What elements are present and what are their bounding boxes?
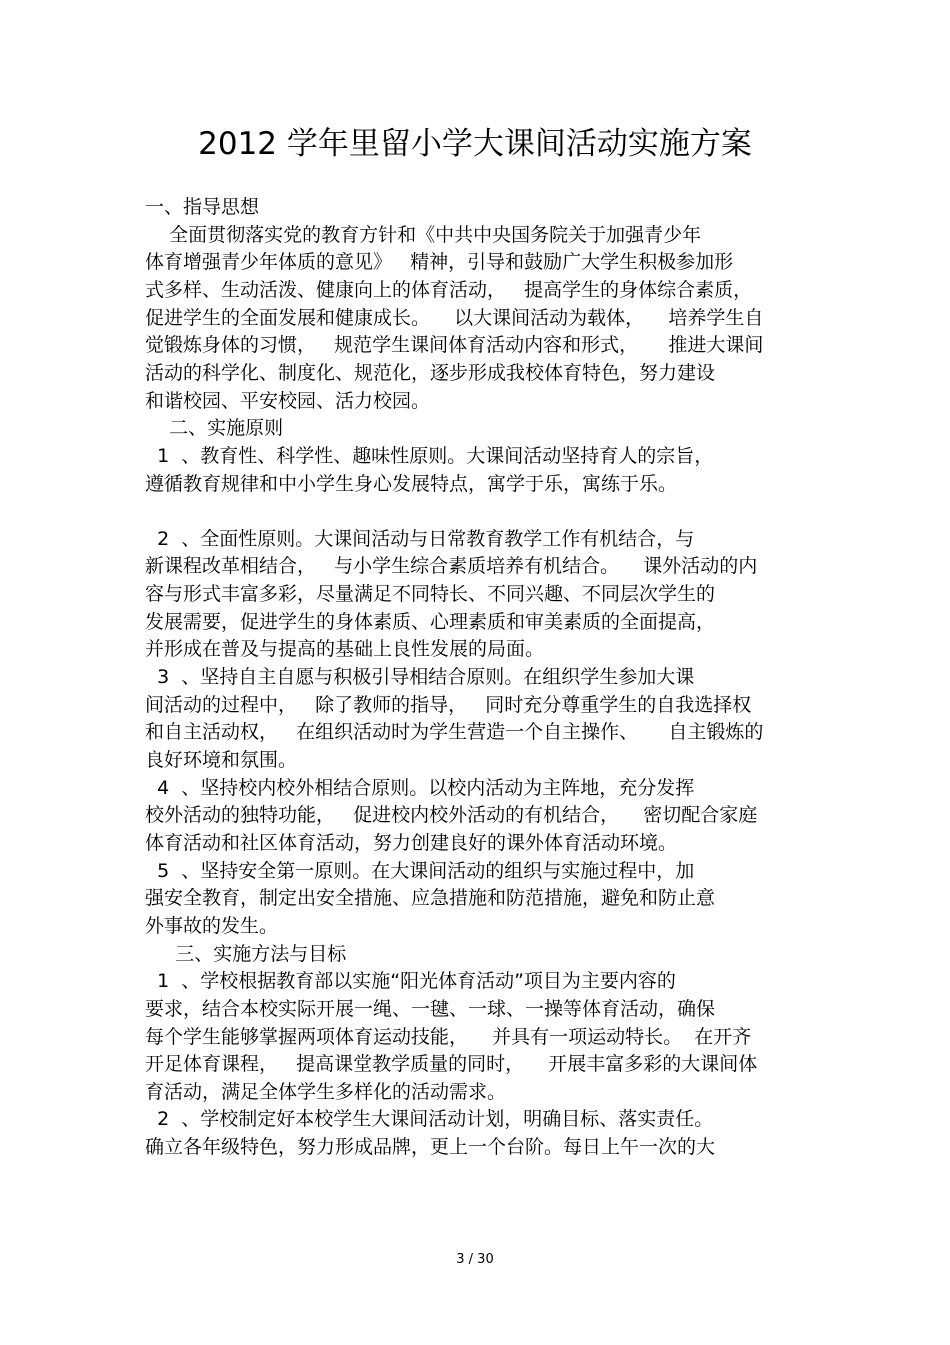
body-line: 确立各年级特色，努力形成品牌，更上一个台阶。每日上午一次的大 — [145, 1136, 716, 1159]
body-line: 促进学生的全面发展和健康成长。 以大课间活动为载体， 培养学生自 — [145, 306, 764, 329]
body-line: 和自主活动权， 在组织活动时为学生营造一个自主操作、 自主锻炼的 — [145, 721, 764, 744]
body-line: 2 、全面性原则。大课间活动与日常教育教学工作有机结合，与 — [145, 527, 695, 550]
body-line: 遵循教育规律和中小学生身心发展特点，寓学于乐，寓练于乐。 — [145, 472, 678, 495]
body-line: 校外活动的独特功能， 促进校内校外活动的有机结合， 密切配合家庭 — [145, 804, 758, 827]
body-line: 一、指导思想 — [145, 196, 260, 218]
body-line: 4 、坚持校内校外相结合原则。以校内活动为主阵地，充分发挥 — [145, 776, 695, 799]
page-number: 3 / 30 — [456, 1252, 494, 1267]
body-line: 体育活动和社区体育活动，努力创建良好的课外体育活动环境。 — [145, 831, 678, 854]
body-line: 并形成在普及与提高的基础上良性发展的局面。 — [145, 638, 545, 661]
body-line: 式多样、生动活泼、健康向上的体育活动， 提高学生的身体综合素质， — [145, 278, 753, 301]
body-line: 2 、学校制定好本校学生大课间活动计划，明确目标、落实责任。 — [145, 1108, 714, 1131]
body-line: 强安全教育，制定出安全措施、应急措施和防范措施，避免和防止意 — [145, 887, 716, 910]
body-line: 育活动，满足全体学生多样化的活动需求。 — [145, 1080, 507, 1103]
body-line: 3 、坚持自主自愿与积极引导相结合原则。在组织学生参加大课 — [145, 666, 695, 689]
body-line: 全面贯彻落实党的教育方针和《中共中央国务院关于加强青少年 — [145, 223, 702, 246]
body-line: 每个学生能够掌握两项体育运动技能， 并具有一项运动特长。 在开齐 — [145, 1025, 752, 1048]
body-line: 觉锻炼身体的习惯， 规范学生课间体育活动内容和形式， 推进大课间 — [145, 334, 764, 357]
body-line: 发展需要，促进学生的身体素质、心理素质和审美素质的全面提高， — [145, 610, 716, 633]
body-line: 活动的科学化、制度化、规范化，逐步形成我校体育特色，努力建设 — [145, 361, 716, 384]
body-line: 体育增强青少年体质的意见》 精神，引导和鼓励广大学生积极参加形 — [145, 251, 734, 274]
body-line: 外事故的发生。 — [145, 914, 279, 937]
body-line: 5 、坚持安全第一原则。在大课间活动的组织与实施过程中，加 — [145, 859, 695, 882]
body-line: 和谐校园、平安校园、活力校园。 — [145, 389, 431, 412]
body-line: 1 、学校根据教育部以实施“阳光体育活动”项目为主要内容的 — [145, 970, 676, 993]
body-line: 要求，结合本校实际开展一绳、一毽、一球、一操等体育活动，确保 — [145, 997, 716, 1020]
body-line: 1 、教育性、科学性、趣味性原则。大课间活动坚持育人的宗旨， — [145, 444, 714, 467]
document-title: 2012 学年里留小学大课间活动实施方案 — [198, 126, 752, 162]
body-line: 新课程改革相结合， 与小学生综合素质培养有机结合。 课外活动的内 — [145, 555, 758, 578]
body-line: 容与形式丰富多彩，尽量满足不同特长、不同兴趣、不同层次学生的 — [145, 583, 716, 606]
body-line: 二、实施原则 — [145, 417, 284, 440]
body-line: 三、实施方法与目标 — [145, 942, 347, 965]
body-line: 开足体育课程， 提高课堂教学质量的同时， 开展丰富多彩的大课间体 — [145, 1053, 758, 1076]
body-line: 良好环境和氛围。 — [145, 749, 298, 771]
body-line: 间活动的过程中， 除了教师的指导， 同时充分尊重学生的自我选择权 — [145, 693, 752, 716]
